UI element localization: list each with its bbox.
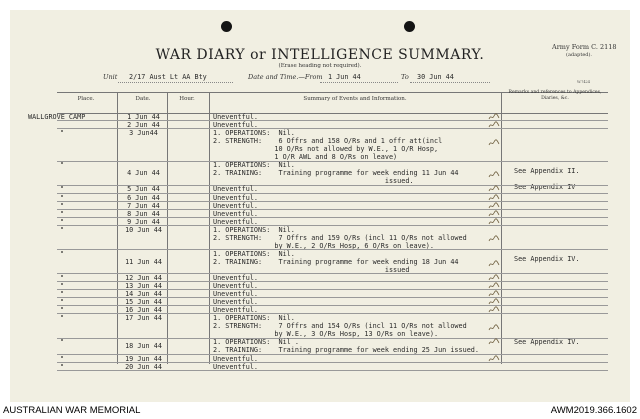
entry-text-line: Uneventful. xyxy=(213,121,259,130)
entry-text-line: 2. STRENGTH: 7 Offrs and 154 O/Rs (incl 11 O/Rs not allowed xyxy=(213,322,467,331)
ditto-mark: " xyxy=(60,274,65,282)
remark-appendix: See Appendix IV xyxy=(514,183,576,192)
entry-text-line: 1 O/R AWL and 8 O/Rs on leave) xyxy=(213,153,398,162)
ditto-mark: " xyxy=(60,314,65,323)
row-divider xyxy=(57,370,608,371)
entry-text-line: by W.E., 3 O/Rs Hosp, 13 O/Rs on leave). xyxy=(213,330,439,339)
unit-field xyxy=(103,73,207,83)
entry-date: 17 Jun 44 xyxy=(125,314,162,323)
ditto-mark: " xyxy=(60,185,65,194)
entry-text-line: Uneventful. xyxy=(213,306,259,315)
footer-accession: AWM2019.366.1602 xyxy=(550,405,637,416)
date-field xyxy=(248,73,361,83)
entry-text-line: 1. OPERATIONS: Nil. xyxy=(213,314,295,323)
entry-text-line: issued xyxy=(213,265,410,274)
punch-hole-right xyxy=(404,21,415,32)
initials-signature xyxy=(488,355,500,365)
entry-date: 7 Jun 44 xyxy=(127,201,160,210)
header-hour: Hour. xyxy=(179,96,195,102)
ditto-mark: " xyxy=(60,282,65,291)
entry-text-line: 10 O/Rs not allowed by W.E., 1 O/R Hosp, xyxy=(213,145,439,154)
remark-appendix: See Appendix IV. xyxy=(514,255,580,264)
row-divider xyxy=(57,161,608,162)
initials-signature xyxy=(488,260,500,270)
ditto-mark: " xyxy=(60,306,65,315)
entry-text-line: 1. OPERATIONS: Nil. xyxy=(213,129,295,138)
header-summary: Summary of Events and Information. xyxy=(303,96,407,102)
footer-institution: AUSTRALIAN WAR MEMORIAL xyxy=(3,405,141,416)
entry-date: 2 Jun 44 xyxy=(127,121,160,130)
army-form-label xyxy=(552,44,617,59)
entry-text-line: Uneventful. xyxy=(213,185,259,194)
entry-date: 1 Jun 44 xyxy=(127,113,160,121)
entry-text-line: 1. OPERATIONS: Nil . xyxy=(213,338,299,347)
entry-text-line: Uneventful. xyxy=(213,354,259,363)
header-remarks: Remarks and references to Appendices, Diaries, &c. xyxy=(508,90,602,101)
ditto-mark: " xyxy=(60,161,65,170)
initials-signature xyxy=(488,338,500,348)
entry-text-line: Uneventful. xyxy=(213,193,259,202)
form-subtitle: (Erase heading not required). xyxy=(278,63,362,69)
entry-date: 16 Jun 44 xyxy=(125,306,162,315)
entry-date: 8 Jun 44 xyxy=(127,209,160,218)
entry-text-line: 1. OPERATIONS: Nil. xyxy=(213,161,295,170)
entry-text-line: by W.E., 2 O/Rs Hosp, 6 O/Rs on leave). xyxy=(213,241,434,250)
ditto-mark: " xyxy=(60,193,65,202)
header-date: Date. xyxy=(135,96,151,102)
entry-text-line: issued. xyxy=(213,177,414,186)
entry-text-line: Uneventful. xyxy=(213,290,259,299)
entry-date: 18 Jun 44 xyxy=(125,342,162,351)
header-place: Place. xyxy=(77,96,95,102)
to-label: To xyxy=(401,73,409,81)
army-form-adapted: (adapted). xyxy=(566,52,593,58)
initials-signature xyxy=(488,121,500,131)
ditto-mark: " xyxy=(60,290,65,299)
entry-text-line: Uneventful. xyxy=(213,282,259,291)
entry-text-line: 1. OPERATIONS: Nil. xyxy=(213,225,295,234)
entry-date: 14 Jun 44 xyxy=(125,290,162,299)
ditto-mark: " xyxy=(60,201,65,210)
army-form-number: Army Form C. 2118 xyxy=(552,43,617,51)
initials-signature xyxy=(488,306,500,316)
entry-place: WALLGROVE CAMP xyxy=(28,113,86,121)
entry-text-line: Uneventful. xyxy=(213,362,259,371)
print-reference: W.7424 xyxy=(577,80,591,84)
entry-text-line: Uneventful. xyxy=(213,298,259,307)
ditto-mark: " xyxy=(60,249,65,258)
ditto-mark: " xyxy=(60,129,65,138)
entry-date: 15 Jun 44 xyxy=(125,298,162,307)
to-field xyxy=(401,73,454,83)
ditto-mark: " xyxy=(60,209,65,218)
date-label: Date and Time.—From xyxy=(248,73,323,81)
row-divider xyxy=(57,249,608,250)
entry-text-line: 2. TRAINING: Training programme for week ending 25 Jun issued. xyxy=(213,346,479,355)
initials-signature xyxy=(488,235,500,245)
entry-date: 6 Jun 44 xyxy=(127,193,160,202)
from-value: 1 Jun 44 xyxy=(328,73,361,81)
initials-signature xyxy=(488,324,500,334)
entry-text-line: Uneventful. xyxy=(213,217,259,226)
remark-appendix: See Appendix II. xyxy=(514,166,580,175)
ditto-mark: " xyxy=(60,354,65,363)
entry-text-line: 2. TRAINING: Training programme for week ending 11 Jun 44 xyxy=(213,169,459,178)
initials-signature xyxy=(488,139,500,149)
entry-date: 19 Jun 44 xyxy=(125,354,162,363)
to-value: 30 Jun 44 xyxy=(417,73,454,81)
entry-text-line: 2. STRENGTH: 7 Offrs and 159 O/Rs (incl 11 O/Rs not allowed xyxy=(213,233,467,242)
unit-label: Unit xyxy=(103,73,118,81)
entry-date: 13 Jun 44 xyxy=(125,282,162,291)
ditto-mark: " xyxy=(60,225,65,234)
entry-text-line: 1. OPERATIONS: Nil. xyxy=(213,249,295,258)
entry-date: 12 Jun 44 xyxy=(125,274,162,282)
ditto-mark: " xyxy=(60,362,65,371)
initials-signature xyxy=(488,218,500,228)
entry-date: 11 Jun 44 xyxy=(125,257,162,266)
entry-date: 3 Jun44 xyxy=(129,129,158,138)
entry-text-line: 2. STRENGTH: 6 Offrs and 158 O/Rs and 1 offr att(incl xyxy=(213,137,443,146)
ditto-mark: " xyxy=(60,338,65,347)
entry-text-line: Uneventful. xyxy=(213,201,259,210)
ditto-mark: " xyxy=(60,217,65,226)
ditto-mark: " xyxy=(60,298,65,307)
form-title: WAR DIARY or INTELLIGENCE SUMMARY. xyxy=(155,47,485,63)
unit-value: 2/17 Aust Lt AA Bty xyxy=(129,73,207,81)
remark-appendix: See Appendix IV. xyxy=(514,338,580,347)
entry-date: 20 Jun 44 xyxy=(125,362,162,371)
entry-text-line: Uneventful. xyxy=(213,274,259,282)
entry-date: 5 Jun 44 xyxy=(127,185,160,194)
initials-signature xyxy=(488,171,500,181)
entry-date: 9 Jun 44 xyxy=(127,217,160,226)
punch-hole-left xyxy=(221,21,232,32)
entry-text-line: 2. TRAINING: Training programme for week ending 18 Jun 44 xyxy=(213,257,459,266)
entry-date: 10 Jun 44 xyxy=(125,225,162,234)
entry-date: 4 Jun 44 xyxy=(127,169,160,178)
entry-text-line: Uneventful. xyxy=(213,113,259,121)
entry-text-line: Uneventful. xyxy=(213,209,259,218)
